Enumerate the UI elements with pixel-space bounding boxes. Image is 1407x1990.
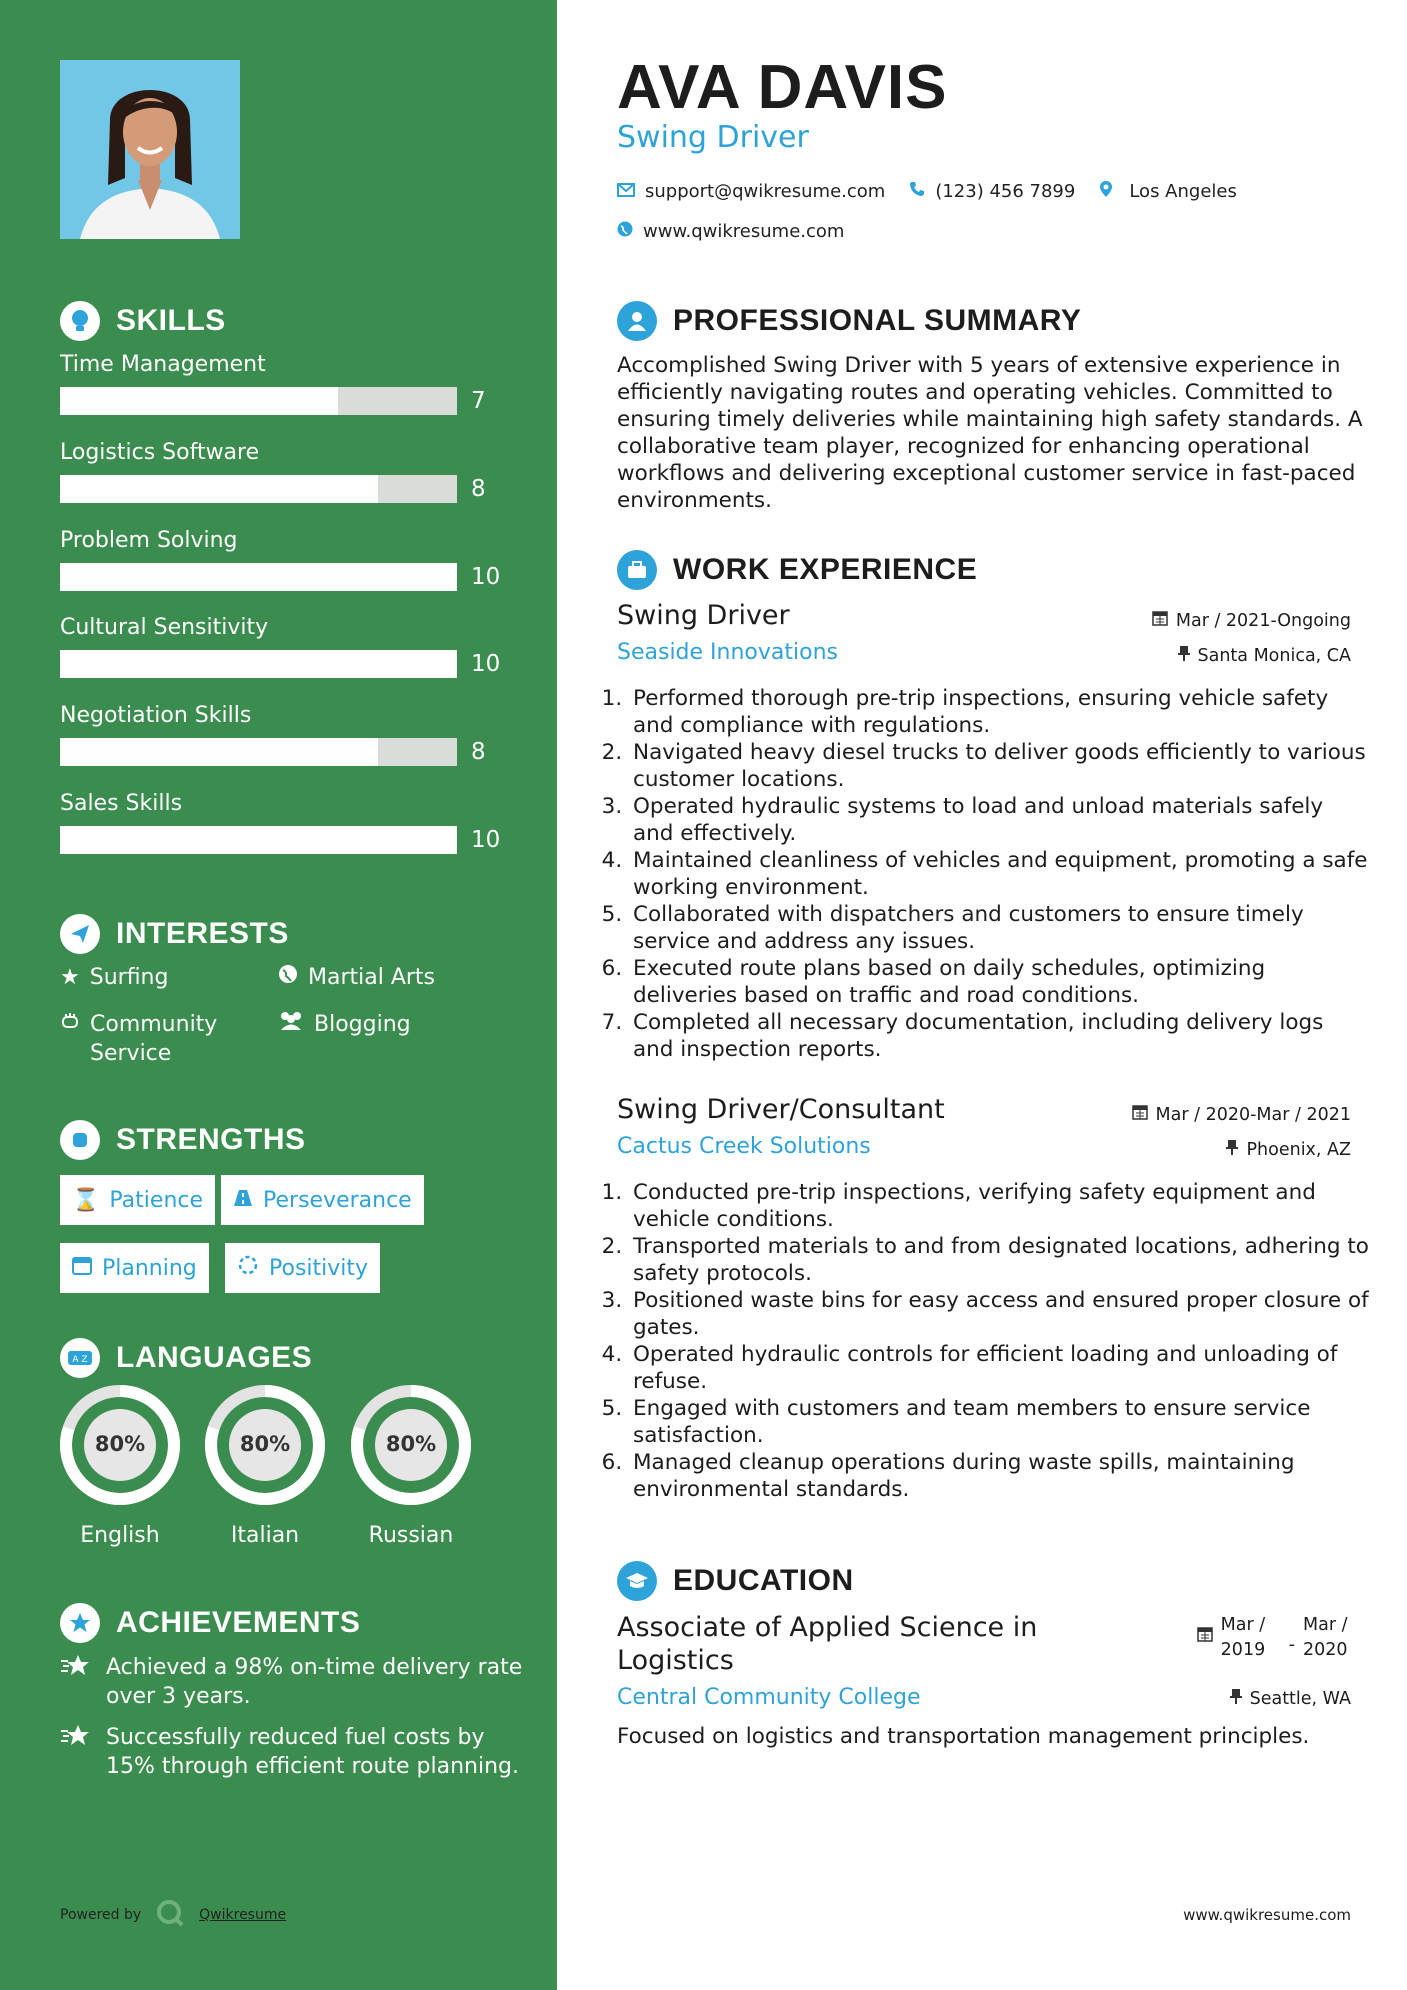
strength-tag <box>225 1243 380 1293</box>
job-bullet: 3. Operated hydraulic systems to load and unload materials safely and effectively. <box>629 793 1369 847</box>
job-bullet: 1. Conducted pre-trip inspections, verifying safety equipment and vehicle conditions. <box>629 1179 1369 1233</box>
skills-title: SKILLS <box>116 304 226 337</box>
skill-bar-fill <box>60 475 378 503</box>
achievements-title: ACHIEVEMENTS <box>116 1606 361 1639</box>
language-item <box>341 1385 481 1548</box>
strength-label: Perseverance <box>263 1187 412 1213</box>
language-name: Russian <box>368 1523 454 1548</box>
spinner-icon <box>237 1254 259 1282</box>
star-icon <box>60 1653 92 1711</box>
qwikresume-link[interactable]: Qwikresume <box>199 1907 287 1923</box>
job-bullet: 6. Executed route plans based on daily schedules, optimizing deliveries based on traffic and road conditions. <box>629 955 1369 1009</box>
skill-value: 7 <box>471 388 486 414</box>
skill-value: 8 <box>471 739 486 765</box>
language-name: English <box>80 1523 160 1548</box>
summary-line: collaborative team player, recognized for enhancing operational <box>617 434 1310 459</box>
language-percent: 80% <box>239 1432 291 1456</box>
job-role: Swing Driver <box>617 600 790 631</box>
languages-header <box>60 1338 312 1378</box>
strengths-title: STRENGTHS <box>116 1123 306 1156</box>
hourglass-icon: ⌛ <box>72 1187 100 1213</box>
interest-item <box>278 1010 411 1039</box>
graduation-cap-icon <box>617 1561 657 1601</box>
hand-icon <box>60 1010 80 1039</box>
achievements-header <box>60 1603 360 1643</box>
skill-name: Logistics Software <box>60 440 260 465</box>
summary-line: ensuring timely deliveries while maintaining high safety standards. A <box>617 407 1363 432</box>
job-location-text: Santa Monica, CA <box>1197 645 1351 666</box>
skill-bar <box>60 387 457 415</box>
job-dates-text: Mar / 2021-Ongoing <box>1175 610 1351 631</box>
skill-item-6 <box>60 791 520 854</box>
road-icon <box>233 1188 253 1213</box>
job-location-text: Phoenix, AZ <box>1246 1139 1351 1160</box>
language-name: Italian <box>230 1523 300 1548</box>
skill-bar-fill <box>60 738 378 766</box>
skill-value: 10 <box>471 827 501 853</box>
skill-value: 10 <box>471 564 501 590</box>
job-bullet: 5. Collaborated with dispatchers and customers to ensure timely service and address any issues. <box>629 901 1369 955</box>
interest-item <box>60 963 168 992</box>
start-year: 2019 <box>1220 1640 1266 1660</box>
email-link[interactable]: support@qwikresume.com <box>645 181 886 202</box>
language-item <box>50 1385 190 1548</box>
skill-item-4 <box>60 615 520 678</box>
skill-bar-fill <box>60 650 457 678</box>
summary-text <box>617 352 1377 514</box>
map-pin-icon <box>1099 180 1113 203</box>
star-badge-icon <box>60 1603 100 1643</box>
skill-value: 10 <box>471 651 501 677</box>
job-bullet: 3. Positioned waste bins for easy access and ensured proper closure of gates. <box>629 1287 1369 1341</box>
job-bullet: 7. Completed all necessary documentation, including delivery logs and inspection reports. <box>629 1009 1369 1063</box>
skill-name: Negotiation Skills <box>60 703 252 728</box>
job-bullet: 1. Performed thorough pre-trip inspections, ensuring vehicle safety and compliance with regulations. <box>629 685 1369 739</box>
job-bullet: 6. Managed cleanup operations during waste spills, maintaining environmental standards. <box>629 1449 1369 1503</box>
degree-line: Logistics <box>617 1645 734 1676</box>
skills-header <box>60 301 226 341</box>
pushpin-icon <box>1230 1688 1242 1709</box>
strengths-header <box>60 1120 306 1160</box>
job-role: Swing Driver/Consultant <box>617 1094 945 1125</box>
pushpin-icon <box>1178 645 1190 666</box>
achievement-line: 15% through efficient route planning. <box>106 1754 520 1779</box>
job-bullet: 4. Operated hydraulic controls for efficient loading and unloading of refuse. <box>629 1341 1369 1395</box>
job-bullet: 4. Maintained cleanliness of vehicles and equipment, promoting a safe working environment. <box>629 847 1369 901</box>
summary-line: workflows and delivering exceptional customer service in fast-paced <box>617 461 1356 486</box>
education-description: Focused on logistics and transportation management principles. <box>617 1724 1310 1749</box>
skill-item-3 <box>60 528 520 591</box>
user-icon <box>617 301 657 341</box>
skill-item-2 <box>60 440 520 503</box>
globe-icon <box>617 221 633 242</box>
job-bullet: 2. Transported materials to and from designated locations, adhering to safety protocols. <box>629 1233 1369 1287</box>
achievement-line: over 3 years. <box>106 1684 251 1709</box>
job-bullet: 5. Engaged with customers and team members to ensure service satisfaction. <box>629 1395 1369 1449</box>
skill-name: Sales Skills <box>60 791 183 816</box>
skill-name: Cultural Sensitivity <box>60 615 269 640</box>
interests-title: INTERESTS <box>116 917 289 950</box>
language-item <box>195 1385 335 1548</box>
summary-header <box>617 301 1081 341</box>
skill-bar-fill <box>60 387 338 415</box>
strength-label: Planning <box>102 1255 197 1281</box>
job-location <box>1178 645 1352 666</box>
star-icon: ★ <box>60 965 80 990</box>
pushpin-icon <box>1226 1139 1238 1160</box>
language-percent: 80% <box>94 1432 146 1456</box>
calendar-icon <box>1132 1104 1148 1125</box>
job-dates-text: Mar / 2020-Mar / 2021 <box>1155 1104 1351 1125</box>
globe-icon <box>278 963 298 992</box>
skill-item-5 <box>60 703 520 766</box>
website-row <box>617 221 844 242</box>
lightbulb-icon <box>60 301 100 341</box>
skill-bar <box>60 650 457 678</box>
skill-bar <box>60 826 457 854</box>
powered-by <box>60 1898 286 1932</box>
powered-by-label: Powered by <box>60 1907 142 1923</box>
interest-item <box>278 963 435 992</box>
skill-bar <box>60 475 457 503</box>
degree-name <box>617 1611 1037 1677</box>
candidate-name: AVA DAVIS <box>617 53 948 122</box>
summary-title: PROFESSIONAL SUMMARY <box>673 304 1082 337</box>
users-icon <box>278 1010 304 1039</box>
job-dates <box>1152 610 1351 631</box>
fist-icon <box>60 1120 100 1160</box>
qwikresume-logo-icon <box>155 1898 185 1932</box>
calendar-icon <box>1152 610 1168 631</box>
start-month: Mar / <box>1220 1615 1266 1635</box>
interest-item <box>60 1010 250 1068</box>
footer-website[interactable]: www.qwikresume.com <box>1183 1906 1351 1924</box>
calendar-icon <box>72 1255 92 1281</box>
language-percent: 80% <box>385 1432 437 1456</box>
envelope-icon <box>617 181 635 202</box>
star-icon <box>60 1723 92 1781</box>
strength-label: Patience <box>109 1187 204 1213</box>
company-name: Seaside Innovations <box>617 640 838 665</box>
interest-label: Surfing <box>89 965 169 990</box>
job-bullets <box>611 685 1369 1063</box>
skill-bar-fill <box>60 563 457 591</box>
education-end <box>1303 1613 1351 1663</box>
strength-tag <box>60 1243 209 1293</box>
briefcase-icon <box>617 550 657 590</box>
paper-plane-icon <box>60 914 100 954</box>
skill-item-1 <box>60 352 520 415</box>
job-bullets <box>611 1179 1369 1503</box>
sidebar <box>0 0 557 1990</box>
website-link[interactable]: www.qwikresume.com <box>643 221 845 242</box>
skill-value: 8 <box>471 476 486 502</box>
summary-line: environments. <box>617 488 772 513</box>
skill-bar-fill <box>60 826 457 854</box>
education-dates <box>1197 1613 1351 1663</box>
degree-line: Associate of Applied Science in <box>617 1612 1038 1643</box>
achievement-item <box>60 1723 540 1781</box>
achievement-item <box>60 1653 530 1711</box>
interests-header <box>60 914 289 954</box>
skill-name: Time Management <box>60 352 266 377</box>
school-location <box>1230 1688 1351 1709</box>
education-header <box>617 1561 854 1601</box>
education-start <box>1221 1613 1281 1663</box>
contact-row <box>617 180 1237 203</box>
language-icon <box>60 1338 100 1378</box>
strength-tag <box>221 1175 424 1225</box>
interest-label: Martial Arts <box>308 965 436 990</box>
main-content <box>557 0 1407 1990</box>
job-dates <box>1132 1104 1351 1125</box>
achievement-line: Successfully reduced fuel costs by <box>106 1725 485 1750</box>
date-dash: - <box>1288 1635 1295 1655</box>
calendar-icon <box>1197 1625 1213 1650</box>
summary-line: efficiently navigating routes and operating vehicles. Committed to <box>617 380 1333 405</box>
skill-name: Problem Solving <box>60 528 238 553</box>
phone-icon <box>909 181 925 202</box>
candidate-title: Swing Driver <box>617 120 809 155</box>
interest-label: Blogging <box>314 1012 411 1037</box>
interest-label: Community Service <box>90 1012 218 1066</box>
strength-label: Positivity <box>269 1255 369 1281</box>
job-location <box>1226 1139 1351 1160</box>
skill-bar <box>60 738 457 766</box>
profile-photo <box>60 60 240 239</box>
company-name: Cactus Creek Solutions <box>617 1134 871 1159</box>
strength-tag <box>60 1175 215 1225</box>
education-title: EDUCATION <box>673 1564 854 1597</box>
skill-bar <box>60 563 457 591</box>
location-text: Los Angeles <box>1129 181 1237 202</box>
experience-header <box>617 550 977 590</box>
end-month: Mar / <box>1303 1615 1348 1635</box>
job-bullet: 2. Navigated heavy diesel trucks to deliver goods efficiently to various customer locations. <box>629 739 1369 793</box>
summary-line: Accomplished Swing Driver with 5 years of extensive experience in <box>617 353 1341 378</box>
school-location-text: Seattle, WA <box>1249 1688 1351 1709</box>
achievement-line: Achieved a 98% on-time delivery rate <box>106 1655 523 1680</box>
experience-title: WORK EXPERIENCE <box>673 553 978 586</box>
languages-title: LANGUAGES <box>116 1341 313 1374</box>
phone-number[interactable]: (123) 456 7899 <box>935 181 1076 202</box>
svg-text:A Z: A Z <box>72 1355 88 1365</box>
school-name: Central Community College <box>617 1685 921 1710</box>
end-year: 2020 <box>1303 1640 1348 1660</box>
